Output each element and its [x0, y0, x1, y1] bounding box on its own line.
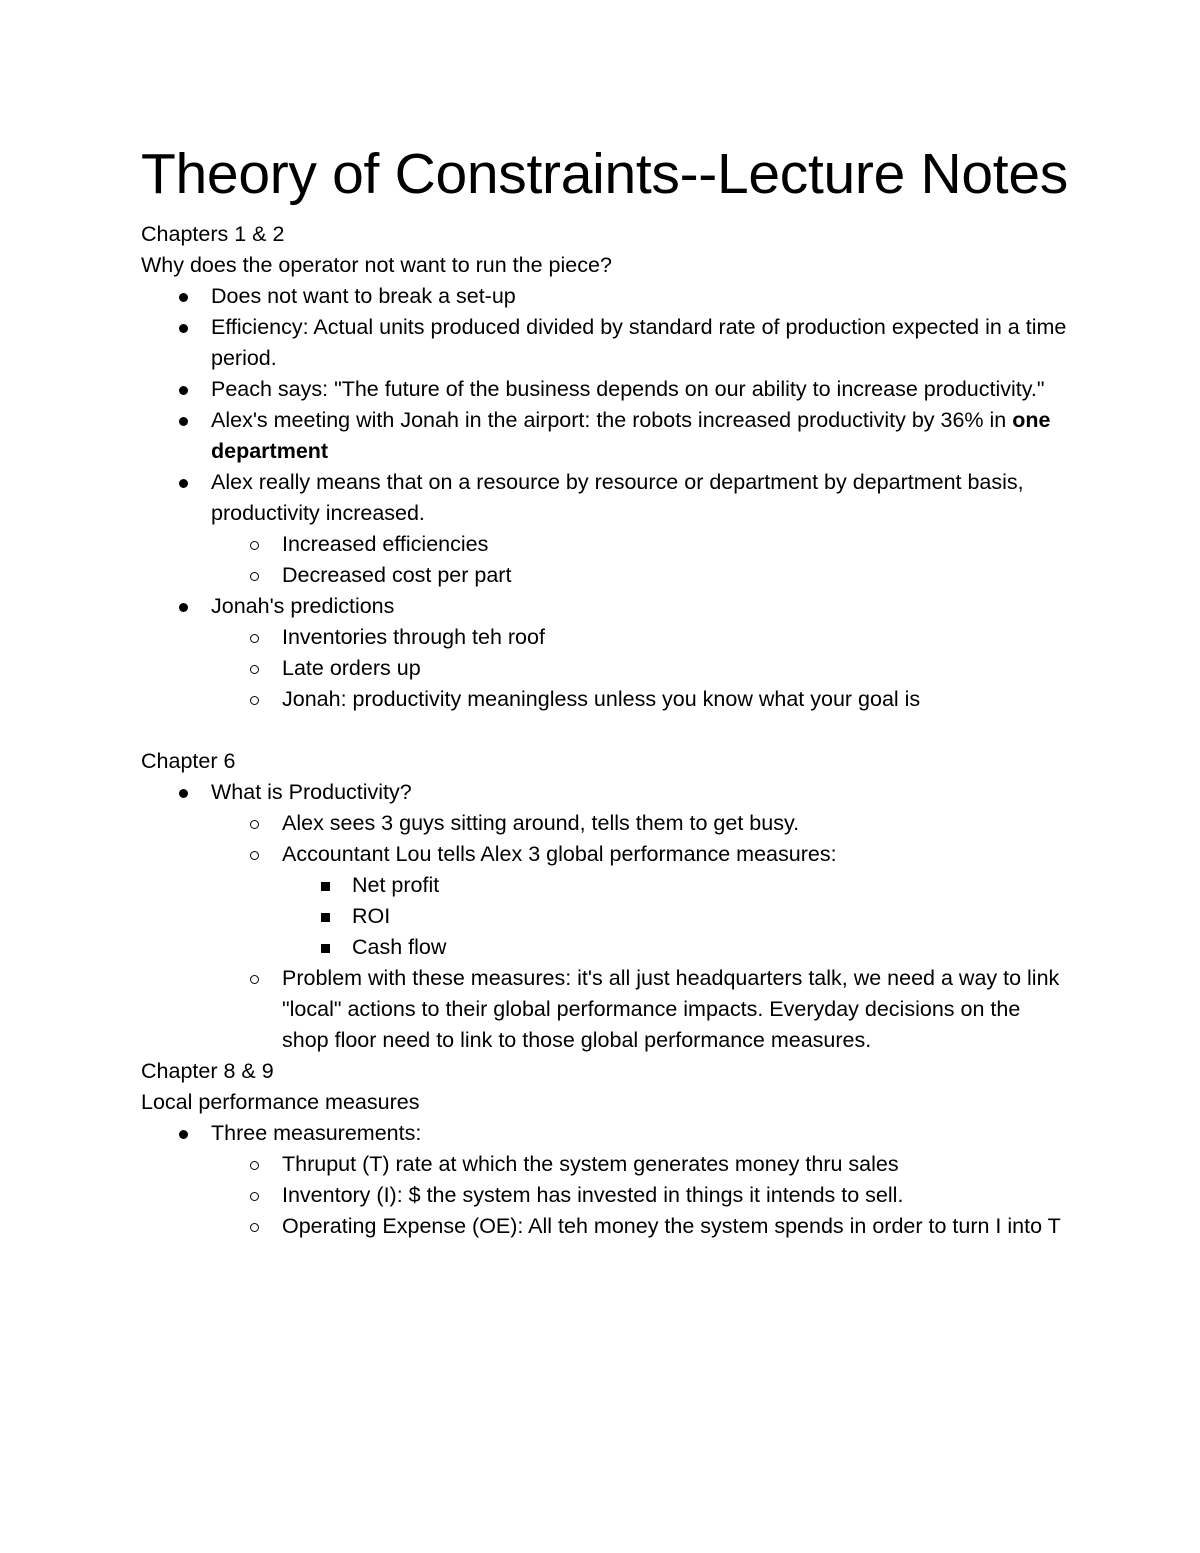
section2-list [141, 777, 1071, 1056]
bold-emphasis: one department [211, 408, 1051, 463]
list-item: Jonah's predictions [141, 591, 1071, 622]
list-item: Efficiency: Actual units produced divided by standard rate of production expected in a time period. [141, 312, 1071, 374]
document-page [141, 140, 1071, 1242]
sub-list-item: Alex sees 3 guys sitting around, tells them to get busy. [141, 808, 1071, 839]
section-subheading: Local performance measures [141, 1090, 420, 1114]
section-question: Why does the operator not want to run the piece? [141, 253, 612, 277]
list-item-text: Alex's meeting with Jonah in the airport: the robots increased productivity by 36% in [211, 408, 1013, 432]
section1-list [141, 281, 1071, 715]
sub-list-item: Inventory (I): $ the system has invested in things it intends to sell. [141, 1180, 1071, 1211]
list-item: Alex really means that on a resource by resource or department by department basis, productivity increased. [141, 467, 1071, 529]
sub-sub-list-item: ROI [141, 901, 1071, 932]
section-heading-chapter-8-9: Chapter 8 & 9 [141, 1059, 274, 1083]
document-title: Theory of Constraints--Lecture Notes [141, 142, 1068, 206]
list-item [141, 405, 1071, 467]
sub-list-item: Problem with these measures: it's all just headquarters talk, we need a way to link "local" actions to their global performance impacts. Everyday decisions on the shop floor need to link to those global performance measures. [141, 963, 1071, 1056]
list-item: Peach says: "The future of the business depends on our ability to increase productivity." [141, 374, 1071, 405]
sub-list-item: Increased efficiencies [141, 529, 1071, 560]
sub-list-item: Operating Expense (OE): All teh money the system spends in order to turn I into T [141, 1211, 1071, 1242]
sub-list-item: Jonah: productivity meaningless unless you know what your goal is [141, 684, 1071, 715]
sub-sub-list-item: Net profit [141, 870, 1071, 901]
sub-list-item: Late orders up [141, 653, 1071, 684]
list-item: What is Productivity? [141, 777, 1071, 808]
list-item: Three measurements: [141, 1118, 1071, 1149]
sub-sub-list-item: Cash flow [141, 932, 1071, 963]
sub-list-item: Decreased cost per part [141, 560, 1071, 591]
spacer [141, 715, 1071, 746]
section-heading-chapters-1-2: Chapters 1 & 2 [141, 222, 285, 246]
sub-list-item: Accountant Lou tells Alex 3 global performance measures: [141, 839, 1071, 870]
sub-list-item: Thruput (T) rate at which the system generates money thru sales [141, 1149, 1071, 1180]
sub-list-item: Inventories through teh roof [141, 622, 1071, 653]
section-heading-chapter-6: Chapter 6 [141, 749, 236, 773]
section3-list [141, 1118, 1071, 1242]
list-item: Does not want to break a set-up [141, 281, 1071, 312]
